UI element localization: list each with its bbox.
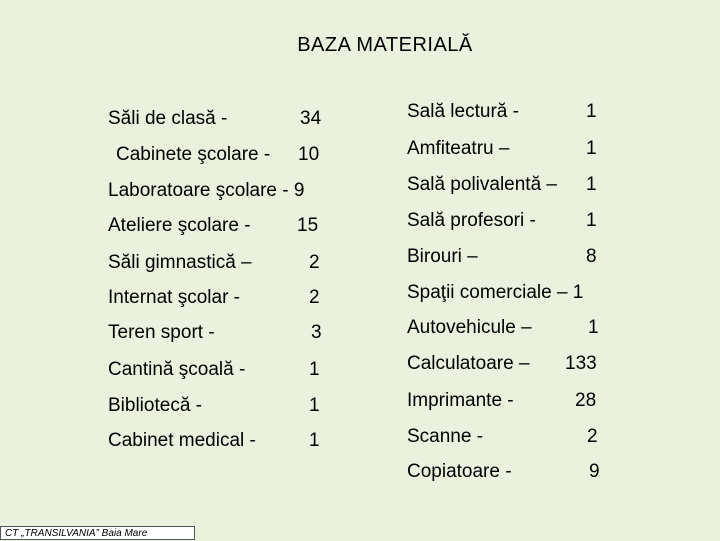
list-item-value: 2 — [587, 426, 598, 447]
list-item-label: Cantină şcoală - — [108, 359, 246, 380]
list-item-label: Spaţii comerciale – 1 — [407, 282, 584, 303]
list-item-value: 15 — [297, 215, 319, 236]
list-item-label: Calculatoare – — [407, 353, 530, 374]
list-item-label: Cabinete şcolare - — [116, 144, 271, 165]
list-item-value: 1 — [309, 395, 320, 416]
list-item-value: 2 — [309, 252, 320, 273]
list-item-value: 1 — [586, 174, 597, 195]
list-item-value: 3 — [311, 322, 322, 343]
list-item-label: Sală profesori - — [407, 210, 536, 231]
list-item-value: 1 — [586, 138, 597, 159]
page-title: BAZA MATERIALĂ — [297, 34, 473, 56]
list-item-value: 1 — [309, 359, 320, 380]
list-item-value: 1 — [588, 317, 599, 338]
list-item-label: Ateliere şcolare - — [108, 215, 251, 236]
list-item-label: Bibliotecă - — [108, 395, 202, 416]
list-item-label: Teren sport - — [108, 322, 215, 343]
list-item-value: 8 — [586, 246, 597, 267]
list-item-label: Sală lectură - — [407, 101, 519, 122]
list-item-value: 1 — [309, 430, 320, 451]
list-item-label: Birouri – — [407, 246, 478, 267]
list-item-value: 1 — [586, 210, 597, 231]
list-item-value: 2 — [309, 287, 320, 308]
list-item-label: Sală polivalentă – — [407, 174, 557, 195]
list-item-value: 28 — [575, 390, 597, 411]
list-item-label: Internat şcolar - — [108, 287, 240, 308]
list-item-value: 1 — [586, 101, 597, 122]
list-item-label: Scanne - — [407, 426, 484, 447]
list-item-value: 9 — [589, 461, 600, 482]
footer-label: CT „TRANSILVANIA” Baia Mare — [0, 526, 195, 540]
list-item-label: Amfiteatru – — [407, 138, 510, 159]
list-item-value: 10 — [298, 144, 320, 165]
list-item-value: 133 — [565, 353, 597, 374]
list-item-label: Copiatoare - — [407, 461, 512, 482]
list-item-label: Imprimante - — [407, 390, 514, 411]
list-item-label: Cabinet medical - — [108, 430, 256, 451]
list-item-label: Autovehicule – — [407, 317, 532, 338]
list-item-label: Săli gimnastică – — [108, 252, 252, 273]
list-item-label: Laboratoare şcolare - 9 — [108, 180, 305, 201]
list-item-value: 34 — [300, 108, 322, 129]
list-item-label: Săli de clasă - — [108, 108, 228, 129]
